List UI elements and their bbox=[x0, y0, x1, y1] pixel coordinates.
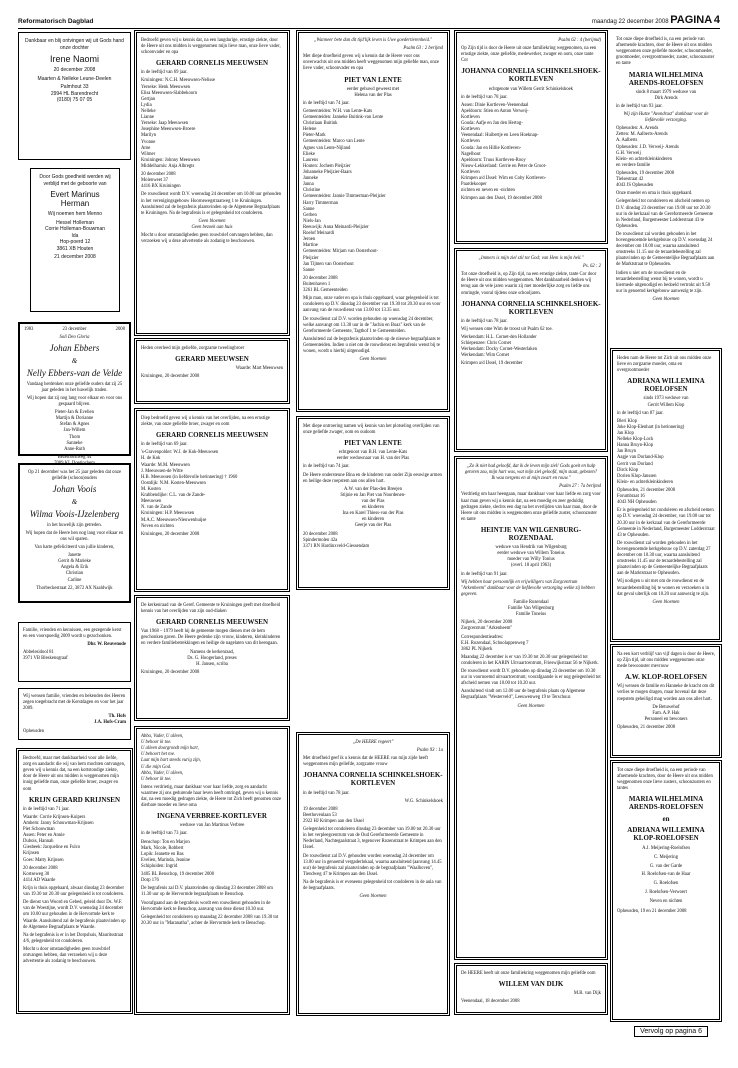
ad-text: Tot onze diepe droefheid is, na een periode van afnemende krachten, door de Heere uit ons midden weggenomen onze geliefde moeder, schoonmoeder, grootmoeder, overgrootmoeder, zuster, schoonzuster en tante bbox=[616, 37, 715, 67]
ad-date: 21 december 2008 bbox=[54, 254, 96, 261]
ad-age: in de leeftijd van 69 jaar. bbox=[141, 442, 188, 448]
ad-text: De HEERE heeft uit onze familiekring weggenomen mijn geliefde oom bbox=[461, 971, 596, 976]
ad-relatives: Werkendam: H.L. Cornet-den Hollander Schiepenzee: Chris Cornet Werkendam: Docky Cornet-Westerlaken Werkendam: Wim Cornet bbox=[461, 334, 538, 359]
anniversary-ad-ebbers bbox=[18, 322, 131, 466]
name-2: Nelly Ebbers-van de Velde bbox=[26, 368, 123, 378]
ad-text: Na de begrafenis is er eveneens gelegenheid tot condoleren in de aula van de begraafplaats. bbox=[303, 879, 442, 892]
ad-age: in de leeftijd van 78 jaar. bbox=[461, 94, 508, 100]
deceased-name: GERARD CORNELIS MEEUWSEN bbox=[155, 431, 269, 440]
ad-signature: W.G. Schinkelshoek bbox=[404, 798, 443, 804]
deceased-name: GERARD CORNELIS MEEUWSEN bbox=[155, 618, 269, 627]
ad-sub: sinds 8 maart 1979 weduwe van Dirk Arends bbox=[635, 89, 697, 101]
ad-age: in de leeftijd van 74 jaar. bbox=[303, 100, 350, 106]
ad-text: Diep bedroefd geven wij u kennis van het overlijden, na een ernstige ziekte, van onze geliefde broer, zwager en oom bbox=[141, 416, 270, 428]
ad-ref: Psalm 93 : 1a bbox=[416, 748, 443, 754]
ad-sub: weduwe van Jan Martinus Verbree bbox=[179, 823, 245, 829]
ad-age: in de leeftijd van 78 jaar. bbox=[303, 790, 350, 796]
deceased-name: ADRIANA WILLEMINA ROELOFSEN bbox=[627, 377, 705, 394]
ad-age: in de leeftijd van 87 jaar. bbox=[617, 410, 664, 416]
ad-text: De rouwdienst wordt D.V. woensdag 24 december om 10.00 uur gehouden in het verenigingsgebouw Hoornewegstraatweg 1 te Kruiningen. Aansluitend zal de begrafenis plaatsvinden op de Algemene Begraafplaats te Kruiningen. Na de begrafenis is er gelegenheid tot condoleren. bbox=[141, 192, 282, 216]
ad-date: 20 december 2008 bbox=[53, 67, 96, 74]
ad-signature: Th. Hofs J.A. Hofs-Cram bbox=[94, 714, 126, 726]
ad-text: Verdrietig om haar heengaan, maar dankbaar voor haar liefde en zorg voor haar man geven wij u kennis dat, na een moedig en zeer geduldig gedragen ziekte, slechts een dag na het overlijden van haar man, door de Heere uit ons midden is weggenomen onze geliefde zuster, schoonzuster en tante bbox=[461, 492, 601, 522]
ad-text: Onze moeder en oma is thuis opgebaard. bbox=[616, 191, 693, 197]
ad-ref: Psalm 63 : 2 berijmd bbox=[403, 46, 443, 52]
ad-text: Gelegenheid tot condoleren op maandag 22 december 2008 van 19.30 tot 20.30 uur in "Maranatha", achter de Hervormde kerk te Benschop. bbox=[141, 914, 279, 926]
birth-ad-evert bbox=[30, 168, 120, 312]
ad-date: 3405 BL Benschop, 19 december 2008 Dorp 176 bbox=[141, 872, 214, 884]
ad-date: Veenendaal, 18 december 2008 bbox=[461, 999, 520, 1005]
ad-text: De rouwdienst wordt D.V. gehouden op dinsdag 23 december om 10.30 uur in voornoemd uitvaartcentrum; voorafgaande is er nog gelegenheid tot afscheid nemen van 10.00 tot 10.20 uur. bbox=[461, 669, 601, 687]
ad-quote: „Wanneer bete dan dit tijd'lijk leven is Uwe goedertierenheid." bbox=[313, 38, 433, 43]
death-ad-schinkelshoek-family bbox=[456, 32, 606, 242]
ad-text: in het huwelijk zijn getreden. bbox=[47, 522, 102, 528]
ad-age: in de leeftijd van 71 jaar. bbox=[23, 806, 70, 812]
ad-date: Krimpen a/d IJssel, 19 december bbox=[461, 361, 523, 367]
newspaper-name: Reformatorisch Dagblad bbox=[18, 18, 94, 25]
deceased-name: MARIA WILHELMINA ARENDS-ROELOFSEN bbox=[628, 70, 704, 87]
ad-text: Heden nam de Heere tot Zich uit ons midden onze lieve en zorgzame moeder, oma en overgrootmoeder bbox=[617, 356, 712, 374]
ad-age: in de leeftijd van 74 jaar. bbox=[303, 464, 350, 470]
ad-date: Opheusden, 21 december 2008 Forumbraat 16 4043 NH Opheusden bbox=[617, 487, 676, 506]
ad-ref: Psalm 62 : 4 (berijmd) bbox=[558, 38, 601, 43]
deceased-name: A.W. KLOP-ROELOFSEN bbox=[624, 673, 707, 682]
ad-age: in de leeftijd van 93 jaar. bbox=[616, 103, 663, 109]
ad-text: De kerkenraad van de Geref. Gemeente te Kruiningen geeft met droefheid kennis van het overlijden van zijn oud-diaken bbox=[141, 603, 281, 615]
death-ad-meeuwsen-family bbox=[136, 32, 288, 334]
ad-date: Kruiningen, 20 december 2008 bbox=[141, 669, 200, 675]
ad-date: Opheusden, 19 en 21 december 2008 bbox=[617, 909, 687, 915]
ad-intro: Door Gods goedheid werden wij verblijd met de geboorte van bbox=[39, 174, 111, 187]
ad-address: Bezelhorstweg 44 7009 KL Doetinchem bbox=[54, 454, 95, 466]
ad-date: Nijkerk, 20 december 2008 Zorgcentrum "Arkenheem" bbox=[461, 620, 513, 632]
death-ad-schinkelshoek-cornet bbox=[456, 250, 606, 450]
ad-text: Na de begrafenis is er in het Dorpshuis, Mauritsstraat 4/6, gelegenheid tot condoleren. bbox=[23, 932, 124, 944]
ad-relatives: Benschop: Ton en Marjon Mark, Nicole, Robbert Lopik: Jeanette en Bas Evelien, Marinda, Jeanine Schipluiden: Ingrid bbox=[141, 839, 190, 870]
ad-quote: „Zo ik niet had geloofd, dat ik de leven mijn ziel! Gods goeit en hulp getoren zou, mijn hart was, wat mijn ziel geloofd, mijn staat, gebezen? Ik waa nergens en al mijn zwart en rouw." bbox=[464, 464, 598, 482]
ad-motto: Soli Deo Gloria bbox=[59, 335, 90, 341]
ad-text: Vandaag herdenken onze geliefde ouders dat zij 25 jaar geleden in het huwelijk traden. bbox=[26, 381, 123, 393]
ad-age: in de leeftijd van 91 jaar. bbox=[461, 571, 508, 577]
ad-text: Indien u niet om de rouwdienst en de teraardebestelling wenst bij te wonen, wordt u hiermede uitgenodigd en bedoeld vertrokt uit 9.50 uur in genoemd kerkgebouw aanwezig te zijn. bbox=[616, 270, 711, 294]
ad-text: De begrafenis zal D.V. plaatsvinden op dinsdag 23 december 2008 om 11.30 uur op de Hervormde begraafplaats te Benschop. bbox=[141, 886, 273, 898]
ad-years: 1983 23 december 2008 bbox=[24, 327, 125, 332]
ad-text: Gelegenheid tot condoleren dinsdag 23 december van 19.00 tot 20.30 uur in het verpleegcentrum van de Oud Gereformeerde Gemeente in Nederland, Nachtegaalstraat 3, tegenover Rozenstraat te Krimpen aan den IJssel. bbox=[303, 827, 442, 851]
ad-date: 20 december 2008 Kortseweg 30 4414 AD Waarde bbox=[23, 865, 58, 883]
page-header bbox=[18, 14, 720, 28]
ad-text: Wij wensen de familie en Hanneke de kracht om dit verlies te mogen dragen, maar bovenal dat deze roepstem geheiligd mag worden aan ons aller hart. bbox=[617, 684, 715, 702]
ad-en: en bbox=[662, 814, 670, 823]
ad-note: Geen bloemen bbox=[359, 357, 387, 363]
name-2: Wilma Voois-IJzelenberg bbox=[29, 509, 120, 519]
amp: & bbox=[71, 497, 78, 506]
ad-ref: Psalm 27 : 7a berijmd bbox=[559, 484, 601, 490]
death-ad-meeuwsen-church bbox=[136, 597, 288, 719]
ad-verse: Abba, Vader, U alleen, U behoor ik toe. U alleen doorgrondt mijn hart, U behoort het toe. Laat mijn hart steeds vurig zijn, U die mijn God. Abba, Vader, U alleen, U behoor ik toe. bbox=[141, 734, 201, 782]
ad-signature: Dhr. W. Reuvenode bbox=[87, 642, 126, 648]
ad-text: De rouwdienst zal D.V. gehouden worden woensdag 24 december om 13.00 uur in genoemd vergaderlokaal, waarna aansluitend (aanvang 14.45 uur) de begrafenis zal plaatsvinden op de begraafplaats "Waalhoven", Tiendweg 47 te Krimpen aan den IJssel. bbox=[303, 853, 442, 877]
ad-sub: eerder gehuwd geweest met Helena van der Plas bbox=[346, 86, 400, 98]
ad-sub: echtgenote van Willem Gerrit Schinkelshoek bbox=[488, 86, 574, 92]
ad-text: Wij hopen dat zij nog lang voor elkaar en voor ons gespaard blijven. bbox=[26, 395, 123, 408]
ad-text: Wij wensen ome Wim de troost uit Psalm 62 toe. bbox=[461, 326, 553, 332]
deceased-name: JOHANNA CORNELIA SCHINKELSHOEK-KORTLEVEN bbox=[303, 771, 443, 788]
ad-text: Intens verdrietig, maar dankbaar voor haar liefde, zorg en aandacht waarmee zij ons gedurende haar leven heeft omringd, geven wij u kennis dat, na een moedig gedragen ziekte, de Heere tot Zich heeft genomen onze dierbare moeder en lieve oma bbox=[141, 784, 282, 809]
death-ad-klop bbox=[612, 350, 720, 640]
death-ad-verbree bbox=[136, 728, 288, 1013]
ad-text: Met diepe droefheid geven wij u kennis dat de Heere voor ons onverwachts uit ons midden heeft weggenomen mijn geliefde man, onze lieve vader, schoonvader en opa bbox=[303, 54, 439, 72]
ad-parents: Maarten & Nelleke Leune-Deelen bbox=[37, 75, 112, 82]
ad-sub: sinds 1973 weduwe van Gerrit Willem Klop bbox=[643, 396, 689, 408]
ad-text: Met diepe ontroering namen wij kennis van het plotseling overlijden van onze geliefde zwager, oom en oudoom bbox=[303, 424, 440, 436]
ad-relatives: Bleri Klop Joke Klop-Elenhart (in herinnering) Jan Klop Nelleke Klop-Lock Hanna Bruyn-Klop Jan Bruyn Aagje van Dorland-Klop Gerrit van Dorland Dirck Klop Dorien Klop-Janssen Klein- en achterkleinkinderen bbox=[617, 418, 685, 485]
ad-text: Mocht u door omstandigheden geen rouwbrief ontvangen hebben, dan verzoeken wij u deze advertentie als zodanig te beschouwen. bbox=[141, 233, 273, 245]
ad-ref: Ps. 62 : 2 bbox=[583, 264, 601, 270]
ad-text: Krijn is thuis opgebaard, alwaar dinsdag 23 december van 19.30 tot 20.30 uur gelegenheid is tot condoleren. bbox=[23, 886, 125, 898]
ad-text: Voorafgaand aan de begrafenis wordt een rouwdienst gehouden in de Hervormde kerk te Benschop, aanvang van deze dienst 10.30 uur. bbox=[141, 900, 271, 912]
ad-text: Van harte gefeliciteerd van jullie kinderen, bbox=[34, 545, 115, 551]
ad-note: Geen bloemen bbox=[359, 894, 387, 900]
ad-age: in de leeftijd van 73 jaar. bbox=[141, 831, 188, 837]
ad-sub: echtgenoot van B.H. van Lente-Kats eerder weduwnaar van H. van der Plas bbox=[336, 450, 410, 462]
ad-text: De rouwdienst zal worden gehouden in het bovengenoemde kerkgebouw op D.V. woensdag 24 december om 10.00 uur, waarna aansluitend omstreeks 11.15 uur de teraardebestelling zal plaatsvinden op de Gemeentelijke Begraafplaats aan de Marktstraat te Opheusden. bbox=[616, 231, 715, 268]
ad-note: Geen bloemen bbox=[652, 297, 680, 303]
ad-text: De rouwdienst zal D.V. worden gehouden op woensdag 24 december, welke aanvangt om 13.30 uur in de "Jachin en Boaz" kerk van de Gereformeerde Gemeente, Tagthof 1 te Gemeenteiden. bbox=[303, 316, 434, 334]
ad-sub: weduwe van Hendrik van Wilgenburg eerder weduwe van Willem Toneius moeder van Willy Tonius (overl. 18 april 1963) bbox=[495, 545, 567, 569]
death-ad-van-lente bbox=[298, 32, 448, 410]
ad-text: Met droefheid geef ik u kennis dat de HEERE van mijn zijde heeft weggenomen mijn geliefde, zorgzame vrouw bbox=[303, 756, 428, 768]
ad-date: Kruiningen, 20 december 2008 bbox=[141, 374, 200, 380]
ad-parents: Hessel Holleman Corrie Holleman-Bouwman Ida Hop-poerd 12 3861 XB Houten bbox=[44, 219, 106, 252]
ad-quote: Wij zijn Hutze "Avondrust" dankbaar voor de liefdevolle verzorging. bbox=[623, 111, 709, 124]
ad-text: Mijn man, onze vader en opa is thuis opgebaard, waar gelegenheid is tot condoleren op D.V. dinsdag 23 december van 19.30 tot 20.30 uur en voor aanvang van de rouwdienst van 13.00 tot 13.35 uur. bbox=[303, 296, 441, 314]
ad-text: Er is gelegenheid tot condoleren en afscheid nemen op D.V. woensdag 24 december, van 19.00 uur tot 20.30 uur in de kerkzaal van de Gereformeerde Gemeente in Nederland, Burgemeester Lodderstraat 43 te Opheusden. bbox=[617, 508, 715, 538]
ad-text: Aansluitend zal de begrafenis plaatsvinden op de nieuwe begraafplaats te Gemeenteiden. Indien u niet om de rouwdienst en begrafenis wenst bij te wonen, wordt u hierbij uitgenodigd. bbox=[303, 336, 441, 355]
ad-date: 19 december 2008 Beethovenlaan 53 2922 HJ Krimpen aan den IJssel bbox=[303, 806, 364, 824]
ad-intro: Op 21 december was het 25 jaar geleden dat onze geliefde (schoon)ouders bbox=[27, 470, 122, 482]
deceased-name: PIET VAN LENTE bbox=[344, 75, 402, 84]
death-ad-van-dijk bbox=[456, 965, 606, 1013]
anniversary-ad-voois bbox=[18, 463, 131, 603]
ad-quote: „Immers is mijn ziel stil tot God; van Hem is mijn heil." bbox=[478, 256, 584, 261]
ad-relatives: 's-Gravenpolder: W.J. de Kok-Meeuwsen H. de Kok Waarde: M.M. Meeuwsen J. Meeuwsen-de Witte H.B. Meeuwsen (in liefdevolle herinnering) † 1960 Oostdijk: N.M. Kosten-Meeuwsen M. Kosten Krabbendijke: C.L. van de Zande- Meeuwsen N. van de Zande Kruiningen: H.P. Meeuwsen M.A.C. Meeuwsen-Nieuwenhuijse Neven en nichten bbox=[141, 450, 238, 529]
ad-date: Opheusden, 21 december 2008 bbox=[617, 725, 676, 731]
ad-text: De dienst van Woord en Gebed, geleid door Ds. W.F. van de Woestijne, wordt D.V. woensdag 24 december om 10.00 uur gehouden in de Hervormde kerk te Waarde. Aansluitend zal de begrafenis plaatsvinden op de Algemene Begraafplaats te Waarde. bbox=[23, 900, 126, 930]
ad-text: Van 1968 – 1979 heeft hij de gemeente mogen dienen met de hem geschonken gaven. De Heere gedenke zijn vrouw, kinderen, kleinkinderen en verdere familiebetrekkingen en heilige de nagelaten van dit heengaan. bbox=[141, 629, 281, 647]
child-name: Evert Marinus Herman bbox=[50, 190, 100, 209]
death-ad-van-wilgenburg bbox=[456, 458, 606, 958]
death-ad-sisters bbox=[612, 762, 720, 1020]
birth-ad-irene bbox=[18, 32, 131, 160]
ad-relatives: Gemeenteiden: W.H. van Lente-Kats Gemeenteiden: Janneke Buitink-van Lente Christiaan Buitink Helene Pieter-Mark Gemeenteiden: Marco van Lente Agnes van Lente-Nijland Elieke Laurens Houten: Jochem Pleijzier Johanneke Pleijzier-Baars Janneke Janna Christine Gemeenteiden: Jannie Timmerman-Pleijzier Harry Timmerman Sanne Gerben Niels-Jan Reeuwijk: Anna Meinardi-Pleijzier Roelof Meinardi Jeroen Martine Gemeenteiden: Mirjam van Oosterhout- Pleijzier Jan Tijmen van Oosterhout Sanne bbox=[303, 108, 386, 273]
ad-address: Palmhout 33 2994 HL Barendrecht (0180) 75 07 05 bbox=[50, 84, 99, 104]
deceased-name: INGENA VERBREE-KORTLEVER bbox=[157, 812, 267, 821]
deceased-name: GERARD MEEUWSEN bbox=[175, 355, 249, 364]
ad-kids: Janette Gerrit & Marieke Angela & Erik Christian Carline bbox=[58, 553, 91, 583]
ad-text: Wij wensen familie, vrienden en bekenden des Heeren zegen toegebracht met de Kerstdagen en voor het jaar 2009. bbox=[23, 694, 126, 712]
ad-sub: Wij noemen hem Menno bbox=[47, 211, 103, 218]
ad-text: Maandag 22 december is er van 19.30 tot 20.30 uur gelegenheid tot condoleren in het KARIN Uitvaartcentrum, Frieswijkstraat 56 te Nijkerk. bbox=[461, 654, 599, 666]
ad-text: Op Zijn tijd is door de Heere uit onze familiekring weggenomen, na een ernstige ziekte, onze geliefde, medewerker, zwager en oom, onze tante Cor bbox=[461, 46, 597, 64]
death-ad-schinkelshoek-husband bbox=[298, 734, 448, 1014]
ad-relatives: A.J. Meijering-Roelofsen C. Meijering G. van der Garde H. Roelofsen-van de Haar G. Roelofsen J. Roelofsen-Verwoert Neven en nichten bbox=[641, 845, 691, 905]
ad-text: Na een kort verblijf van vijf dagen is door de Heere, op Zijn tijd, uit ons midden weggenomen onze mede bewoonster mevrouw bbox=[617, 652, 716, 670]
ad-text: Tot onze diepe droefheid is, na een periode van afnemende krachten, door de Heere uit ons midden weggenomen onze lieve zusters, schoonzusters en tantes bbox=[617, 768, 713, 792]
ad-age: in de leeftijd van 78 jaar. bbox=[461, 318, 508, 324]
ad-intro: Dankbaar en blij ontvingen wij uit Gods hand onze dochter bbox=[25, 38, 124, 51]
death-ad-van-lente-family bbox=[298, 418, 448, 588]
deceased-name-2: ADRIANA WILLEMINA KLOP-ROELOFSEN bbox=[627, 825, 705, 842]
deceased-name: PIET VAN LENTE bbox=[344, 439, 402, 448]
ad-date: Kruiningen, 20 december 2008 bbox=[141, 531, 200, 537]
ad-note: Geen bloemen bbox=[652, 599, 680, 605]
ad-kids: Pieter-Jan & Evelien Martijn & Dorianne Stefan & Agnes Jan-Willem Thom Sanneke Anne-Ruth bbox=[55, 410, 94, 452]
ad-signature: Namens de kerkenraad, Ds. G. Hoogerland, preses H. Jansen, scriba bbox=[187, 649, 237, 667]
ad-signature: M.B. van Dijk bbox=[573, 991, 601, 997]
ad-date: 20 december 2008 Buitenhaven 1 3261 BL Gemeenteiden bbox=[303, 275, 348, 294]
page-indicator: maandag 22 december 2008 PAGINA 4 bbox=[591, 14, 720, 26]
ad-text: De Heere ondersteune Bina en de kinderen van onder Zijn eeuwige armen en heilige deze roepstem aan ons allen hart. bbox=[303, 472, 442, 484]
ad-correspondence: Correspondentieadres: E.H. Rozendaal, Schoolappenweg 7 3862 PL Nijkerk bbox=[461, 634, 529, 652]
ad-text: Bedroefd geven wij u kennis dat, na een langdurige, ernstige ziekte, door de Heere uit ons midden is weggenomen mijn lieve man, onze lieve vader, schoonvader en opa bbox=[141, 38, 281, 56]
ad-address: Abbelesidool 81 3971 VB Bleskensgraaf bbox=[23, 650, 68, 662]
deceased-name: JOHANNA CORNELIA SCHINKELSHOEK-KORTLEVEN bbox=[461, 67, 601, 84]
ad-age: in de leeftijd van 69 jaar. bbox=[141, 70, 188, 76]
ad-relatives: Assen: Dinie Kortleven-Veenendaal Apeldoorn: Stien en Anton Verweij- Kortleven Gouda: Aafje en Jan den Hertog- Kortleven Veenendaal: Huibertje en Leen Hoeknap- Kortleven Gouda: Jan en Hillie Kortleven- Nagelhout Apeldoorn: Truus Kortleven-Rooy Nieuw-Lekkerland: Gerrie en Peter de Groot- Kortleven Krimpen a/d IJssel: Wim en Coby Kortleven- Paardekooper nichten en neven en -nichten bbox=[461, 102, 547, 194]
ad-text: Familie, vrienden en kennissen, een gezegende kerst en een voorspoedig 2009 wordt u gezschonken. bbox=[23, 628, 122, 640]
ad-text: Wij hopen dat de Heere hen nog lang voor elkaar en ons wil sparen. bbox=[25, 530, 124, 542]
ad-relatives: Familie Rozendaal Familie Van Wilgenburg Familie Toneius bbox=[508, 599, 554, 618]
ad-text: Gelegenheid tot condoleren en afscheid nemen op D.V. dinsdag 23 december van 19.00 uur tot 20.30 uur in de kerkzaal van de Gereformeerde Gemeente in Nederland, Burgemeester Lodderstraat 43 te Opheusden. bbox=[616, 199, 713, 229]
ad-text: Bedroefd, maar met dankbaarheid voor alle liefde, zorg en aandacht die wij van hem mochten ontvangen, geven wij u kennis dat, na een kortstondige ziekte, door de Heere uit ons midden is weggenomen mijn innig geliefde man, onze geliefde broer, zwager en oom bbox=[23, 756, 126, 792]
death-ad-meeuwsen-siblings bbox=[136, 410, 288, 590]
ad-quote: Wij hebben haar persoonlijk en vrijwilligers van Zorgcentrum "Arkenheem" dankbaar voor de liefdevolle verzorging welke zij hebben gegeven. bbox=[461, 579, 595, 597]
ad-note: Geen bloemen bbox=[517, 703, 545, 709]
greeting-ad-reuvenode bbox=[18, 622, 131, 682]
name-1: Johan Ebbers bbox=[49, 343, 100, 354]
deceased-name: GERARD CORNELIS MEEUWSEN bbox=[155, 59, 269, 68]
ad-place: Opheusden bbox=[23, 728, 45, 734]
deceased-name: WILLEM VAN DIJK bbox=[498, 980, 564, 989]
greeting-ad-hofs bbox=[18, 688, 131, 740]
deceased-name: KRIJN GERARD KRIJNSEN bbox=[28, 795, 120, 804]
ad-date: Opheusden, 19 december 2008 Tielsestraat 42 4043 JS Opheusden bbox=[616, 170, 675, 189]
ad-text: Mocht u door omstandigheden geen rouwbrief ontvangen hebben, dan verzoeken wij u deze advertentie als zodanig te beschouwen. bbox=[23, 947, 111, 965]
amp: & bbox=[71, 356, 78, 365]
death-ad-arends bbox=[612, 32, 720, 344]
ad-date: 20 december 2008 Spindermolen 42a 3371 RN Hardinxveld-Giessendam bbox=[303, 531, 370, 549]
death-ad-klop-betuwehof bbox=[612, 646, 720, 756]
deceased-name: HEINTJE VAN WILGENBURG-ROZENDAAL bbox=[480, 525, 582, 543]
ad-text: Tot onze droefheid is, op Zijn tijd, na een ernstige ziekte, tante Cor door de Heere uit ons midden weggenomen. Met dankbaarheid denken wij terug aan de vele jaren waarin zij met moederlijke zorg en liefde ons omringde, vooral tijdens onze schooljaren. bbox=[461, 272, 597, 296]
deceased-name-1: MARIA WILHELMINA ARENDS-ROELOFSEN bbox=[628, 795, 704, 812]
ad-address: Thorbeckestraat 22, 3872 AX Naaldwijk bbox=[36, 585, 113, 591]
ad-relatives: Kruiningen: N.C.H. Meeuwsen-Nelisse Yerseke: Henk Meeuwsen Elisa Meeuwsen-Slabbekoorn Gertjan Lydia Nelleke Lianne Yerseke: Jaap Meeuwsen Josephine Meeuwsen-Broere Marilyn Yvonne Arne Wilmer Kruiningen: Johnny Meeuwsen Middelharnis: Anja Albregts bbox=[141, 78, 216, 170]
death-ad-meeuwsen-twin bbox=[136, 340, 288, 402]
ad-place: Waarde: Mart Meeuwsen bbox=[235, 366, 283, 372]
ad-relatives: A.W. van der Plas-den Breejen Stijnie en Jan Piet van Noordenen- van der Plas en kinderen Ina en Karel Thiess-van der Plas en kinderen Geerje van der Plas bbox=[340, 486, 406, 529]
ad-relatives: Opheusden: A. Arends Zetten: M. Aalberts-Arends A. Aalberts Opheusden: J.D. Verweij- Arends G.H. Verweij Klein- en achterkleinkinderen en verdere familie bbox=[616, 126, 679, 168]
ad-text: Heden overleed mijn geliefde, zorgzame tweelingbroer bbox=[141, 346, 245, 351]
ad-relatives: Waarde: Corrie Krijnsen-Kuipers Amhem: Janny Schouwman-Krijnsen Piet Schouwman Assen: Peter en Annie Dubois, Hannah Giesbeek: Jacqueline en Fulco Krijnsen Goes: Matty Krijnsen bbox=[23, 814, 94, 863]
ad-signature: De Betuwehof Fam. A.P. Hak Personeel en bewoners bbox=[644, 704, 688, 722]
ad-quote: „De HEERE regeert" bbox=[352, 740, 394, 745]
ad-note: Geen bloemen Geen bezoek aan huis bbox=[191, 218, 233, 230]
child-name: Irene Naomi bbox=[49, 54, 100, 64]
ad-date: Krimpen aan den IJssel, 19 december 2008 bbox=[461, 196, 542, 202]
deceased-name: JOHANNA CORNELIA SCHINKELSHOEK-KORTLEVEN bbox=[461, 299, 601, 316]
ad-text: Aansluitend vindt om 12.00 uur de begrafenis plaats op Algemene Begraafplaats "Westerveld", Leeuwenweg 19 te Terschuur. bbox=[461, 689, 586, 701]
name-1: Johan Voois bbox=[52, 484, 97, 495]
ad-text: Wij nodigen u uit met om de rouwdienst en de teraardebestelling bij te wonen en verzoeken u in dat geval uiterlijk om 10.20 uur aanwezig te zijn. bbox=[617, 579, 710, 597]
header-rule bbox=[18, 28, 720, 29]
ad-text: De rouwdienst zal worden gehouden in het bovengenoemde kerkgebouw op D.V. zaterdag 27 december om 10.30 uur, waarna aansluitend omstreeks 11.45 uur de teraardebestelling zal plaatsvinden op de Gemeentelijke Begraafplaats aan de Marktstraat te Opheusden. bbox=[617, 540, 711, 577]
ad-date: 20 december 2008 Molenweet 37 4416 BX Kruiningen bbox=[141, 172, 181, 190]
death-ad-krijnsen bbox=[18, 750, 131, 1012]
continued-on-page-link[interactable]: Vervolg op pagina 6 bbox=[634, 1026, 708, 1037]
